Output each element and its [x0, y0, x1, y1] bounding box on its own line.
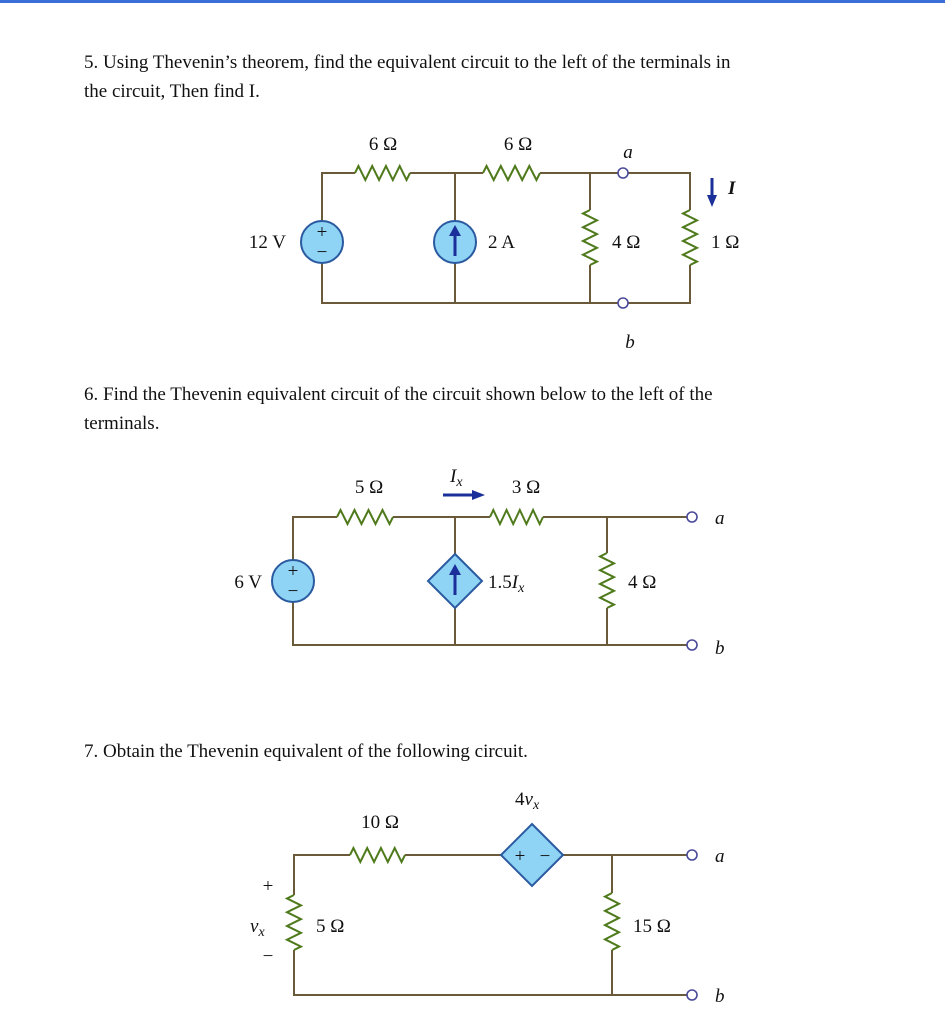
label-a: a — [623, 142, 633, 163]
circuit-3 — [250, 789, 725, 1007]
resistor-4ohm — [583, 210, 597, 265]
question-7-line1: 7. Obtain the Thevenin equivalent of the following circuit. — [84, 741, 528, 762]
question-5-line1: 5. Using Thevenin’s theorem, find the equivalent circuit to the left of the terminals in — [84, 52, 731, 73]
label-6v: 6 V — [234, 572, 262, 593]
circuit-2 — [234, 466, 724, 659]
dependent-voltage-source-icon — [501, 824, 563, 886]
label-r3: 4 Ω — [612, 232, 641, 253]
resistor-5ohm — [337, 510, 393, 524]
resistor-zigzag-icon — [490, 510, 543, 524]
question-6-line2: terminals. — [84, 413, 160, 434]
terminal-a — [687, 512, 697, 522]
resistor-10ohm — [350, 848, 405, 862]
vx-plus: + — [262, 876, 274, 897]
plus-sign: + — [316, 222, 328, 243]
resistor-zigzag-icon — [583, 210, 597, 265]
label-r3: 15 Ω — [633, 916, 671, 937]
label-12v: 12 V — [248, 232, 286, 253]
question-6-line1: 6. Find the Thevenin equivalent circuit of the circuit shown below to the left of the — [84, 384, 713, 405]
label-r1: 5 Ω — [354, 477, 384, 498]
minus-sign: − — [539, 846, 551, 867]
resistor-6ohm-1 — [355, 166, 410, 180]
label-r1: 10 Ω — [361, 812, 399, 833]
label-vx: $v_x$ — [250, 916, 265, 940]
resistor-zigzag-icon — [605, 893, 619, 950]
plus-sign: + — [287, 561, 299, 582]
minus-sign: − — [287, 581, 299, 602]
arrow-head-icon — [707, 195, 717, 207]
terminal-b — [687, 640, 697, 650]
label-r4: 1 Ω — [711, 232, 740, 253]
label-r2: 6 Ω — [503, 134, 533, 155]
label-dependent-source: $1.5I_x$ — [488, 572, 525, 596]
label-2a: 2 A — [488, 232, 515, 253]
terminal-b — [618, 298, 628, 308]
circuit-1 — [249, 134, 740, 353]
resistor-zigzag-icon — [287, 895, 301, 950]
resistor-zigzag-icon — [683, 210, 697, 265]
question-5-line2: the circuit, Then find I. — [84, 81, 260, 102]
plus-sign: + — [514, 846, 526, 867]
label-r1: 6 Ω — [368, 134, 398, 155]
label-b: b — [715, 986, 725, 1007]
label-i: I — [728, 178, 736, 199]
label-b: b — [625, 332, 635, 353]
resistor-zigzag-icon — [483, 166, 540, 180]
label-a: a — [715, 846, 725, 867]
resistor-5ohm — [287, 895, 301, 950]
minus-sign: − — [316, 242, 328, 263]
terminal-b — [687, 990, 697, 1000]
resistor-15ohm — [605, 893, 619, 950]
label-b: b — [715, 638, 725, 659]
resistor-zigzag-icon — [355, 166, 410, 180]
resistor-3ohm — [490, 510, 543, 524]
resistor-6ohm-2 — [483, 166, 540, 180]
resistor-4ohm — [600, 553, 614, 608]
resistor-zigzag-icon — [337, 510, 393, 524]
label-ix: $I_x$ — [450, 466, 463, 490]
resistor-zigzag-icon — [350, 848, 405, 862]
terminal-a — [618, 168, 628, 178]
resistor-zigzag-icon — [600, 553, 614, 608]
arrow-head-icon — [472, 490, 485, 500]
vx-minus: − — [262, 946, 274, 967]
label-r3: 4 Ω — [628, 572, 657, 593]
terminal-a — [687, 850, 697, 860]
resistor-1ohm — [683, 210, 697, 265]
label-a: a — [715, 508, 725, 529]
label-dependent-source: $4v_x$ — [515, 789, 540, 813]
label-r2: 3 Ω — [511, 477, 541, 498]
label-r2: 5 Ω — [316, 916, 345, 937]
